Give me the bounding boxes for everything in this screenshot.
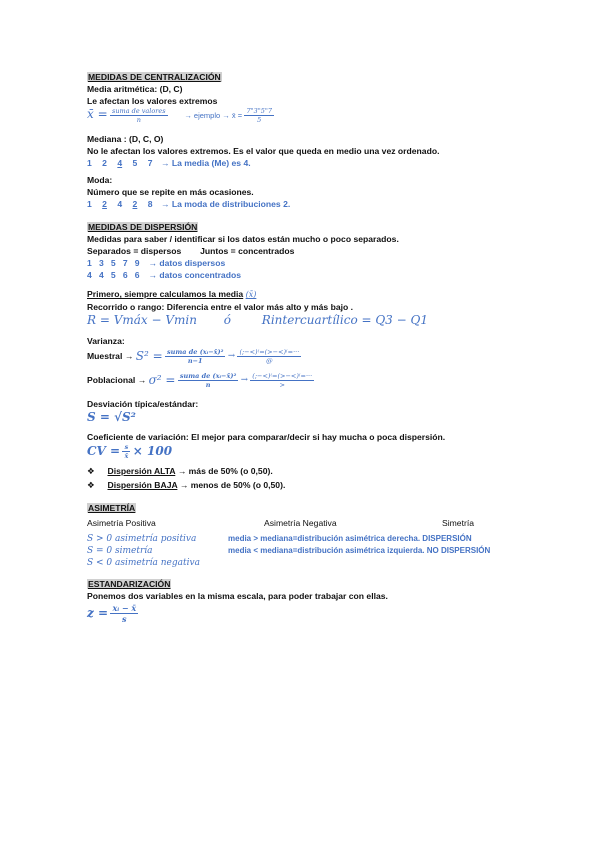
bullet-text: → menos de 50% (o 0,50).	[179, 480, 286, 490]
fraction-numerator: 7"3"5"7	[246, 107, 272, 115]
poblacional-label: Poblacional →	[87, 375, 147, 385]
fraction-denominator: @	[266, 357, 273, 365]
media-symbol: (x̄)	[245, 290, 257, 299]
asimetria-row-2	[87, 545, 153, 557]
number-highlighted: 2	[102, 199, 107, 209]
section-asimetria-title	[87, 503, 136, 514]
asimetria-col-negativa: Asimetría Negativa	[264, 518, 337, 528]
z-fraction	[110, 603, 138, 624]
numbers: 1 3 5 7 9	[87, 258, 140, 268]
coef-lhs: CV =	[87, 444, 121, 458]
section-title: ASIMETRÍA	[88, 503, 136, 513]
coef-formula	[87, 443, 172, 460]
section-title: MEDIDAS DE DISPERSIÓN	[88, 222, 198, 232]
desviacion-formula-text: S = √S²	[87, 410, 136, 424]
section-dispersion-title	[87, 222, 198, 233]
fraction-denominator: n−1	[187, 357, 203, 365]
section-estandarizacion-title	[87, 579, 171, 590]
bullet-icon: ❖	[87, 466, 95, 476]
asimetria-row-3	[87, 557, 200, 569]
asimetria-note-2: media < mediana=distribución asimétrica izquierda. NO DISPERSIÓN	[228, 546, 491, 555]
estandarizacion-formula	[87, 603, 138, 624]
dispersion-desc: Medidas para saber / identificar si los datos están mucho o poco separados.	[87, 234, 399, 244]
coef-heading: Coeficiente de variación: El mejor para comparar/decir si hay mucha o poca dispersión.	[87, 432, 446, 442]
numbers: 4 4 5 6 6	[87, 270, 140, 280]
fraction-denominator: n	[136, 116, 141, 124]
desviacion-heading: Desviación típica/estándar:	[87, 399, 199, 409]
moda-desc: Número que se repite en más ocasiones.	[87, 187, 254, 197]
fraction-numerator: suma de (xᵢ−x̄)²	[167, 348, 224, 356]
bullet-text: → más de 50% (o 0,50).	[177, 466, 273, 476]
number: 4	[117, 199, 123, 209]
section-title: ESTANDARIZACIÓN	[88, 579, 171, 589]
rango-intercuartilico-formula: Rintercuartílico = Q3 − Q1	[261, 313, 428, 327]
arrow-icon: →	[240, 375, 248, 385]
number: 1	[87, 199, 92, 209]
poblacional-example-fraction	[250, 372, 314, 389]
number: 5	[132, 158, 138, 168]
dispersion-row-1	[87, 258, 225, 269]
varianza-heading: Varianza:	[87, 336, 125, 346]
recorrido-line: Recorrido o rango: Diferencia entre el valor más alto y más bajo .	[87, 302, 354, 312]
desviacion-formula	[87, 412, 136, 424]
asimetria-formula: S < 0 asimetría negativa	[87, 558, 200, 568]
moda-result: → La moda de distribuciones 2.	[160, 199, 291, 209]
media-formula-lhs: x̄ =	[87, 106, 108, 121]
separados-label: Separados = dispersos	[87, 246, 182, 256]
asimetria-formula: S > 0 asimetría positiva	[87, 534, 197, 544]
fraction-numerator: xᵢ − x̄	[112, 603, 137, 613]
dispersion-labels	[87, 246, 294, 257]
coef-rhs: × 100	[132, 444, 173, 458]
rango-formulas	[87, 315, 428, 327]
moda-heading: Moda:	[87, 175, 113, 185]
muestral-lhs: S² =	[135, 349, 163, 363]
media-desc: Le afectan los valores extremos	[87, 96, 218, 106]
fraction-denominator: s	[122, 614, 127, 624]
row-result: → datos dispersos	[148, 258, 226, 268]
media-heading: Media aritmética: (D, C)	[87, 84, 183, 94]
media-formula	[87, 107, 274, 124]
number-highlighted: 4	[117, 158, 123, 168]
asimetria-note-1: media > mediana=distribución asimétrica derecha. DISPERSIÓN	[228, 534, 472, 543]
moda-example	[87, 199, 290, 210]
fraction-numerator: (;−<)⁽=(>−<)⁽=···	[252, 372, 313, 380]
muestral-label: Muestral →	[87, 351, 134, 361]
row-result: → datos concentrados	[148, 270, 241, 280]
mediana-example	[87, 158, 251, 169]
fraction-denominator: x̄	[124, 452, 129, 460]
z-lhs: z =	[87, 606, 109, 620]
mediana-desc: No le afectan los valores extremos. Es el valor que queda en medio una vez ordenado.	[87, 146, 440, 156]
rango-formula: R = Vmáx − Vmin	[87, 313, 197, 327]
juntos-label: Juntos = concentrados	[200, 246, 295, 256]
bullet-dispersion-baja	[87, 480, 285, 491]
coef-fraction	[122, 443, 130, 460]
fraction-numerator: (;−<)⁽=(>−<)⁽=···	[239, 348, 300, 356]
bullet-label: Dispersión BAJA	[107, 480, 178, 490]
media-example-arrow: → ejemplo → x̄ =	[184, 110, 243, 120]
poblacional-fraction	[178, 372, 238, 389]
section-title: MEDIDAS DE CENTRALIZACIÓN	[88, 72, 221, 82]
fraction-denominator: 5	[257, 116, 262, 124]
muestral-example-fraction	[237, 348, 301, 365]
fraction-numerator: suma de (xᵢ−x̄)²	[179, 372, 237, 380]
asimetria-col-simetria: Simetría	[442, 518, 474, 528]
bullet-dispersion-alta	[87, 466, 273, 477]
arrow-icon: →	[227, 351, 236, 361]
fraction-denominator: n	[205, 381, 211, 389]
primero-text: Primero, siempre calculamos la media	[87, 289, 244, 299]
number: 1	[87, 158, 92, 168]
asimetria-row-1	[87, 533, 196, 545]
number: 2	[102, 158, 107, 168]
number-highlighted: 2	[132, 199, 138, 209]
bullet-icon: ❖	[87, 480, 95, 490]
asimetria-formula: S = 0 simetría	[87, 546, 153, 556]
muestral-fraction	[165, 348, 225, 365]
poblacional-lhs: σ² =	[148, 373, 176, 387]
fraction-numerator: s	[122, 443, 130, 452]
estandarizacion-desc: Ponemos dos variables en la misma escala, para poder trabajar con ellas.	[87, 591, 388, 601]
fraction-denominator: >	[279, 381, 285, 389]
varianza-poblacional	[87, 372, 314, 389]
number: 8	[147, 199, 153, 209]
number: 7	[147, 158, 153, 168]
section-centralizacion-title	[87, 72, 222, 83]
media-fraction	[110, 107, 168, 124]
dispersion-row-2	[87, 270, 241, 281]
media-example-fraction	[244, 107, 274, 124]
primero-line	[87, 289, 256, 300]
bullet-label: Dispersión ALTA	[107, 466, 176, 476]
mediana-heading: Mediana : (D, C, O)	[87, 134, 164, 144]
rango-or: ó	[223, 313, 231, 327]
fraction-numerator: suma de valores	[112, 107, 166, 115]
mediana-result: → La media (Me) es 4.	[160, 158, 251, 168]
varianza-muestral	[87, 348, 301, 365]
asimetria-col-positiva: Asimetría Positiva	[87, 518, 156, 528]
